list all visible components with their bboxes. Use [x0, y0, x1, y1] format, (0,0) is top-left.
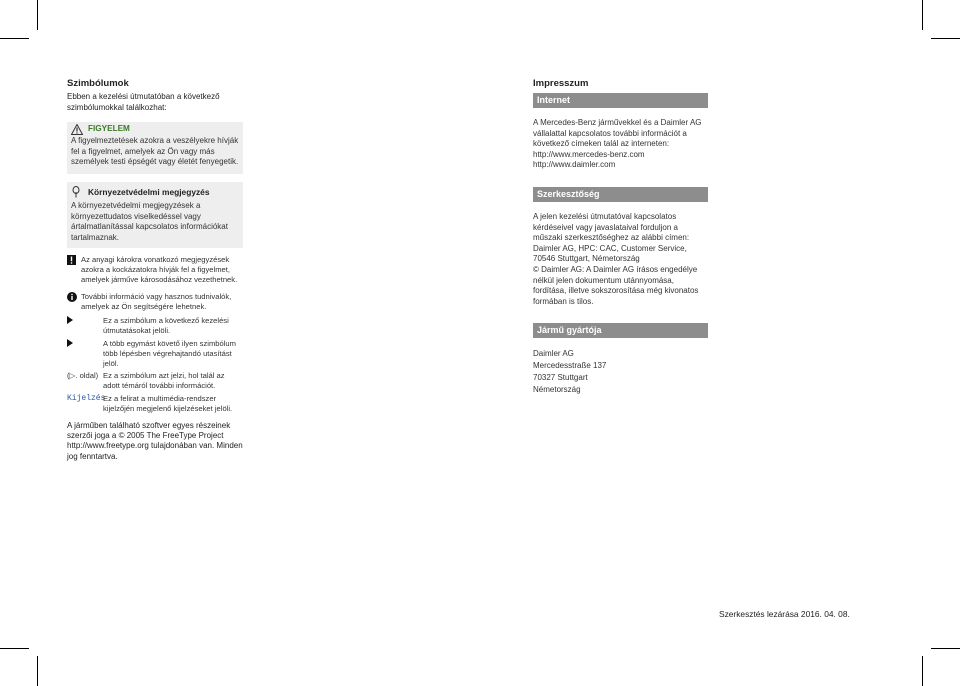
warning-box: [67, 122, 243, 174]
daimler-url[interactable]: http://www.daimler.com: [533, 160, 616, 170]
internet-text: A Mercedes-Benz járművekkel és a Daimler AG vállalattal kapcsolatos további információt a következő címeken talál az interneten:: [533, 118, 702, 149]
info-icon: [67, 292, 77, 302]
symbol-list: [67, 316, 243, 413]
manufacturer-name: Daimler AG: [533, 349, 574, 359]
damage-notice-text: Az anyagi károkra vonatkozó megjegyzések azokra a kockázatokra hívják fel a figyelmet, amelyek járműve károsodásához vezethetnek.: [81, 255, 238, 284]
step-symbol: [67, 339, 103, 368]
symbol-row-text: Ez a szimbólum azt jelzi, hol talál az adott témáról további információt.: [103, 371, 225, 391]
left-column: [67, 78, 243, 462]
page-reference-symbol: (▷. oldal): [67, 371, 99, 381]
symbol-row: [67, 339, 243, 368]
leaf-icon: [71, 186, 81, 198]
symbol-row: [67, 394, 243, 414]
manufacturer-bar: Jármű gyártója: [533, 323, 708, 338]
display-text-symbol: Kijelzés: [67, 393, 106, 403]
warning-triangle-icon: [71, 124, 83, 135]
manufacturer-street: Mercedesstraße 137: [533, 361, 607, 371]
step-symbol: [67, 316, 103, 336]
intro-text: Ebben a kezelési útmutatóban a következő szimbólumokkal találkozhat:: [67, 92, 220, 112]
environment-header: [71, 186, 239, 198]
editorial-text: A jelen kezelési útmutatóval kapcsolatos kérdéseivel vagy javaslataival forduljon a műszaki szerkesztőséghez az alábbi címen:: [533, 211, 690, 243]
copyright-notice: © Daimler AG: A Daimler AG írásos engedélye nélkül jelen dokumentum utánnyomása, fordítása, illetve sokszorosítása még kivonatos formában is tilos.: [533, 264, 699, 306]
crop-mark: [922, 656, 923, 686]
mercedes-url[interactable]: http://www.mercedes-benz.com: [533, 149, 645, 159]
warning-title: FIGYELEM: [88, 124, 130, 134]
internet-bar: Internet: [533, 93, 708, 108]
crop-mark: [37, 0, 38, 30]
symbol-row: [67, 316, 243, 336]
crop-mark: [931, 648, 960, 649]
warning-header: [71, 124, 239, 135]
info-notice-text: További információ vagy hasznos tudnivalók, amelyek az Ön segítségére lehetnek.: [81, 291, 232, 311]
crop-mark: [922, 0, 923, 30]
editorial-bar: Szerkesztőség: [533, 187, 708, 202]
manufacturer-address: [533, 348, 708, 395]
section-title-imprint: Impresszum: [533, 78, 589, 89]
exclamation-icon: [67, 255, 76, 265]
editorial-deadline: Szerkesztés lezárása 2016. 04. 08.: [719, 609, 850, 619]
symbol-row-text: Ez a szimbólum a következő kezelési útmutatásokat jelöli.: [103, 316, 229, 336]
crop-mark: [37, 656, 38, 686]
symbol-row-text: Ez a felirat a multimédia-rendszer kijelzőjén megjelenő kijelzéseket jelöli.: [103, 393, 233, 413]
damage-notice: [67, 255, 243, 284]
play-arrow-icon: [67, 316, 73, 324]
play-arrow-icon: [67, 339, 73, 347]
editorial-address: Daimler AG, HPC: CAC, Customer Service, 70546 Stuttgart, Németország: [533, 243, 687, 264]
symbol-row: [67, 371, 243, 391]
crop-mark: [931, 38, 960, 39]
manufacturer-country: Németország: [533, 384, 581, 394]
manufacturer-city: 70327 Stuttgart: [533, 372, 588, 382]
section-title-symbols: Szimbólumok: [67, 78, 129, 89]
symbol-row-text: A több egymást követő ilyen szimbólum több lépésben végrehajtandó utasítást jelöl.: [103, 338, 236, 368]
crop-mark: [0, 38, 29, 39]
environment-title: Környezetvédelmi megjegyzés: [88, 186, 210, 197]
environment-text: A környezetvédelmi megjegyzések a környezettudatos viselkedéssel vagy ártalmatlanítással kapcsolatos információkat tartalmaznak.: [71, 200, 228, 242]
info-notice: [67, 292, 243, 312]
crop-mark: [0, 648, 29, 649]
copyright-text: A járműben található szoftver egyes részeinek szerzői joga a © 2005 The FreeType Project http://www.freetype.org tulajdonában van. Minden jog fenntartva.: [67, 420, 243, 461]
environment-box: [67, 182, 243, 248]
right-column: [533, 78, 708, 396]
warning-text: A figyelmeztetések azokra a veszélyekre hívják fel a figyelmet, amelyek az Ön vagy más személyek testi épségét vagy életét fenyegetik.: [71, 136, 239, 167]
